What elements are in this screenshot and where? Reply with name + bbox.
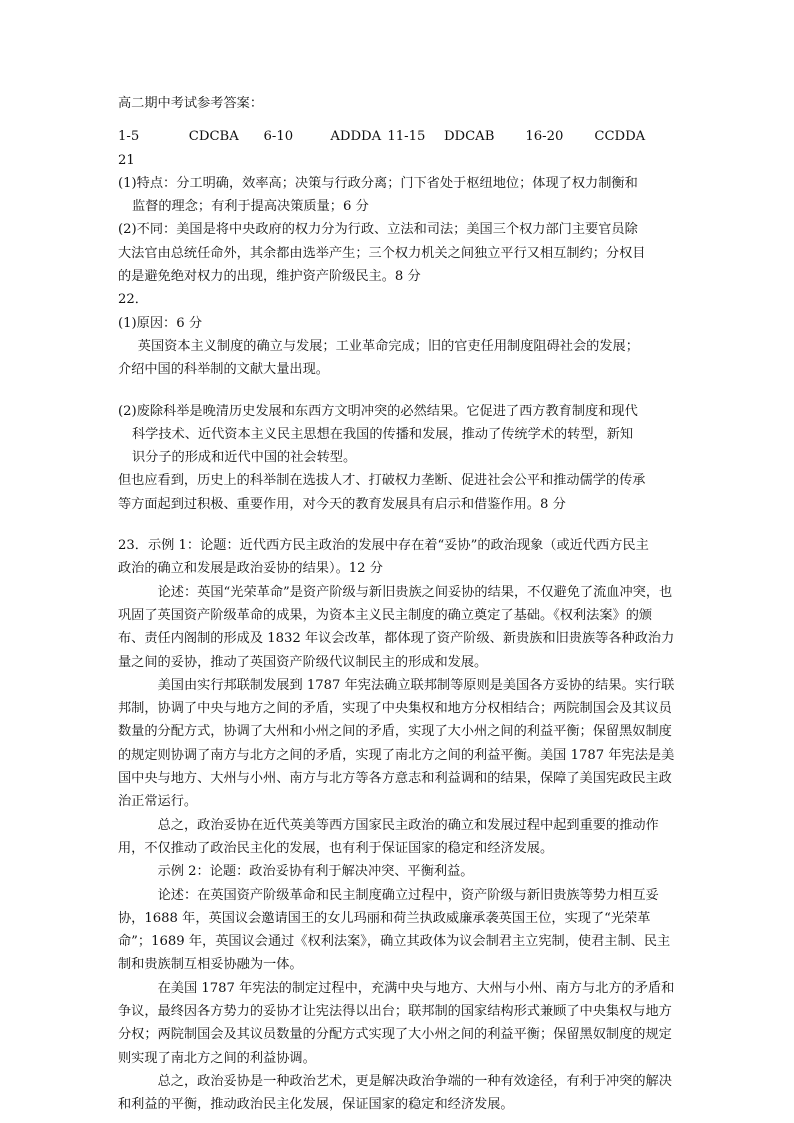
q23-example1-line1: 23．示例 1：论题：近代西方民主政治的发展中存在着“妥协”的政治现象（或近代西方民主 bbox=[118, 538, 649, 554]
mc-range-3: 11-15 bbox=[387, 129, 426, 145]
q23-example2-paragraph3: 总之，政治妥协是一种政治艺术，更是解决政治争端的一种有效途径，有利于冲突的解决和利益的平衡，推动政治民主化发展，保证国家的稳定和经济发展。 bbox=[118, 1073, 672, 1113]
mc-answer-3: DDCAB bbox=[443, 129, 495, 145]
q22-number: 22． bbox=[118, 292, 148, 308]
q23-example2-paragraph1: 论述：在英国资产阶级革命和民主制度确立过程中，资产阶级与新旧贵族等势力相互妥协，1688 年，英国议会邀请国王的女儿玛丽和荷兰执政威廉承袭英国王位，实现了“光荣革命”；1689 年，英国议会通过《权利法案》，确立其政体为议会制君主立宪制，使君主制、民主制和贵族制互相妥协融为一体。 bbox=[118, 887, 671, 973]
q22-part1-line2: 介绍中国的科举制的文献大量出现。 bbox=[118, 362, 329, 378]
q22-part1-line1: 英国资本主义制度的确立与发展；工业革命完成；旧的官吏任用制度阻碍社会的发展； bbox=[137, 338, 639, 354]
mc-range-2: 6-10 bbox=[263, 129, 294, 145]
q21-part1-line1: (1)特点：分工明确，效率高；决策与行政分离；门下省处于枢纽地位；体现了权力制衡和 bbox=[118, 175, 638, 191]
q23-example2-heading: 示例 2：论题：政治妥协有利于解决冲突、平衡利益。 bbox=[157, 864, 474, 880]
q21-number: 21 bbox=[118, 152, 135, 168]
q21-part1-line2: 监督的理念；有利于提高决策质量；6 分 bbox=[132, 199, 369, 215]
q22-part2-line2: 科学技术、近代资本主义民主思想在我国的传播和发展，推动了传统学术的转型，新知 bbox=[132, 426, 634, 442]
q23-example1-paragraph1: 论述：英国“光荣革命”是资产阶级与新旧贵族之间妥协的结果，不仅避免了流血冲突，也巩固了英国资产阶级革命的成果，为资本主义民主制度的确立奠定了基础。《权利法案》的颁布、责任内阁制的形成及 1832 年议会改革，都体现了资产阶级、新贵族和旧贵族等各种政治力量之间的妥协，推动了英国资产阶级代议制民主的形成和发展。 bbox=[118, 584, 675, 670]
mc-range-1: 1-5 bbox=[118, 129, 140, 145]
q22-part2-line3: 识分子的形成和近代中国的社会转型。 bbox=[132, 450, 357, 466]
q21-part2-line2: 大法官由总统任命外，其余都由选举产生；三个权力机关之间独立平行又相互制约；分权目 bbox=[118, 245, 646, 261]
mc-answer-4: CCDDA bbox=[594, 129, 646, 145]
answer-document bbox=[118, 92, 678, 1116]
multiple-choice-answers bbox=[118, 125, 678, 148]
q21-part2-line3: 的是避免绝对权力的出现，维护资产阶级民主。8 分 bbox=[118, 269, 421, 285]
q23-example1-paragraph2: 美国由实行邦联制发展到 1787 年宪法确立联邦制等原则是美国各方妥协的结果。实行联邦制，协调了中央与地方之间的矛盾，实现了中央集权和地方分权相结合；两院制国会及其议员数量的分配方式，协调了大州和小州之间的矛盾，实现了大小州之间的利益平衡；保留黑奴制度的规定则协调了南方与北方之间的矛盾，实现了南北方之间的利益平衡。美国 1787 年宪法是美国中央与地方、大州与小州、南方与北方等各方意志和利益调和的结果，保障了美国宪政民主政治正常运行。 bbox=[118, 677, 675, 810]
q23-example2-paragraph2: 在美国 1787 年宪法的制定过程中，充满中央与地方、大州与小州、南方与北方的矛盾和争议，最终因各方势力的妥协才让宪法得以出台；联邦制的国家结构形式兼顾了中央集权与地方分权；两院制国会及其议员数量的分配方式实现了大小州之间的利益平衡；保留黑奴制度的规定则实现了南北方之间的利益协调。 bbox=[118, 980, 675, 1066]
q22-part3-line1: 但也应看到，历史上的科举制在选拔人才、打破权力垄断、促进社会公平和推动儒学的传承 bbox=[118, 473, 646, 489]
q22-part2-line1: (2)废除科举是晚清历史发展和东西方文明冲突的必然结果。它促进了西方教育制度和现代 bbox=[118, 403, 638, 419]
mc-range-4: 16-20 bbox=[525, 129, 564, 145]
document-title: 高二期中考试参考答案： bbox=[118, 96, 264, 111]
q22-part3-line2: 等方面起到过积极、重要作用，对今天的教育发展具有启示和借鉴作用。8 分 bbox=[118, 496, 566, 512]
mc-answer-1: CDCBA bbox=[188, 129, 239, 145]
mc-answer-2: ADDDA bbox=[330, 129, 382, 145]
q21-part2-line1: (2)不同：美国是将中央政府的权力分为行政、立法和司法；美国三个权力部门主要官员除 bbox=[118, 222, 638, 238]
q22-part1-heading: (1)原因：6 分 bbox=[118, 315, 203, 331]
q23-example1-paragraph3: 总之，政治妥协在近代英美等西方国家民主政治的确立和发展过程中起到重要的推动作用，不仅推动了政治民主化的发展，也有利于保证国家的稳定和经济发展。 bbox=[118, 817, 659, 856]
q23-example1-line2: 政治的确立和发展是政治妥协的结果）。12 分 bbox=[118, 561, 383, 577]
